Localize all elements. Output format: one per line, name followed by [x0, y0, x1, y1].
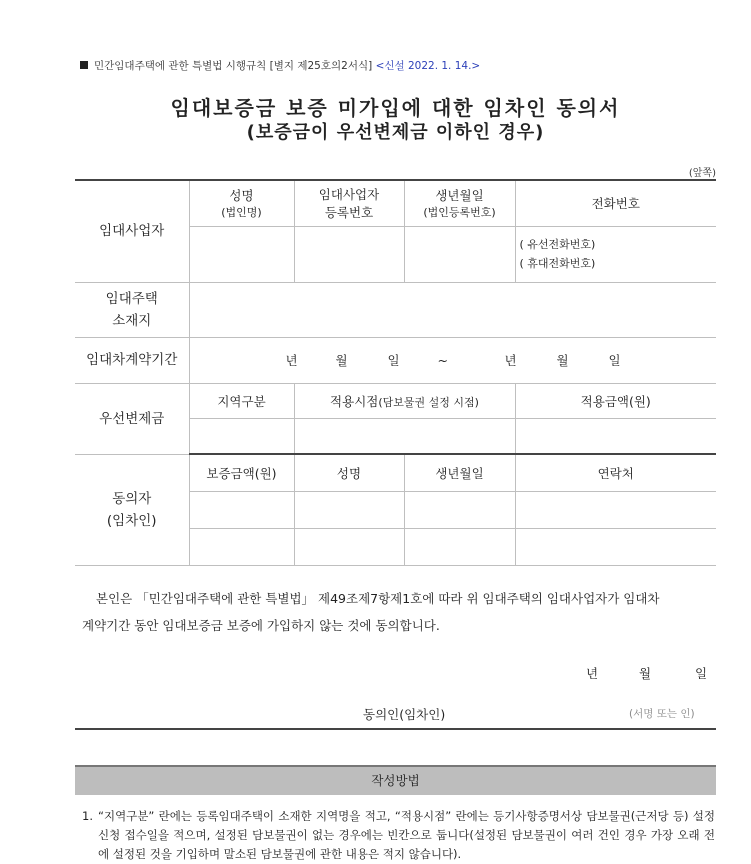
deposit-field-2[interactable] [189, 528, 294, 565]
deposit-field-1[interactable] [189, 491, 294, 528]
lease-period-field[interactable] [189, 337, 716, 383]
lessor-birth-header-sub: (법인등록번호) [423, 206, 496, 220]
consenter-birth-field-2[interactable] [404, 528, 515, 565]
lessor-phone-header: 전화번호 [515, 180, 716, 226]
consent-form-table [75, 179, 716, 566]
consenter-name-field-2[interactable] [294, 528, 404, 565]
apply-time-header-text: 적용시점 [330, 393, 379, 409]
start-day-label: 일 [387, 353, 400, 368]
instruction-number: 1. [82, 809, 93, 823]
lessor-section-label: 임대사업자 [75, 180, 189, 282]
consent-day: 일 [695, 666, 708, 681]
square-bullet-icon [80, 61, 88, 69]
consent-line-2: 계약기간 동안 임대보증금 보증에 가입하지 않는 것에 동의합니다. [82, 618, 440, 633]
consenter-birth-header: 생년월일 [404, 454, 515, 491]
housing-label-1: 임대주택 [105, 290, 158, 307]
region-header: 지역구분 [189, 383, 294, 418]
instruction-item-1 [82, 807, 715, 864]
instructions-title: 작성방법 [75, 765, 716, 795]
consenter-contact-field-2[interactable] [515, 528, 716, 565]
consenter-contact-header: 연락처 [515, 454, 716, 491]
signer-label: 동의인(임차인) [363, 707, 446, 722]
lessor-name-header-sub: (법인명) [221, 206, 262, 220]
end-month-label: 월 [556, 353, 569, 368]
lessor-birth-header-text: 생년월일 [435, 188, 484, 204]
consenter-label-sub: (임차인) [106, 512, 157, 529]
start-month-label: 월 [335, 353, 348, 368]
end-year-label: 년 [504, 353, 517, 368]
lessor-name-header-text: 성명 [229, 188, 254, 204]
housing-label-2: 소재지 [112, 312, 152, 329]
lessor-birth-header [404, 180, 515, 226]
consent-year: 년 [586, 666, 599, 681]
period-tilde: ~ [437, 353, 448, 368]
consent-date [586, 664, 707, 682]
consenter-name-header: 성명 [294, 454, 404, 491]
priority-repayment-label: 우선변제금 [75, 383, 189, 454]
lessor-reg-field[interactable] [294, 226, 404, 282]
section-divider [75, 728, 716, 730]
lessor-reg-header-text-2: 등록번호 [324, 205, 374, 221]
lessor-phone-field[interactable] [515, 226, 716, 282]
deposit-header: 보증금액(원) [189, 454, 294, 491]
housing-address-label [75, 282, 189, 337]
region-field[interactable] [189, 418, 294, 454]
document-subtitle: (보증금이 우선변제금 이하인 경우) [246, 122, 545, 143]
consenter-label [75, 454, 189, 565]
apply-amount-header: 적용금액(원) [515, 383, 716, 418]
lessor-reg-header [294, 180, 404, 226]
lessor-name-field[interactable] [189, 226, 294, 282]
lessor-birth-field[interactable] [404, 226, 515, 282]
consenter-name-field-1[interactable] [294, 491, 404, 528]
apply-amount-field[interactable] [515, 418, 716, 454]
law-reference: 민간임대주택에 관한 특별법 시행규칙 [별지 제25호의2서식] [94, 60, 373, 72]
consenter-birth-field-1[interactable] [404, 491, 515, 528]
form-reference [80, 58, 480, 73]
signature-field[interactable]: (서명 또는 인) [629, 708, 695, 720]
apply-time-field[interactable] [294, 418, 515, 454]
apply-time-header-sub: (담보물권 설정 시점) [378, 395, 479, 409]
start-year-label: 년 [285, 353, 298, 368]
lessor-reg-header-text: 임대사업자 [318, 187, 380, 203]
consenter-label-text: 동의자 [112, 490, 152, 507]
mobile-phone-label: ( 휴대전화번호) [519, 256, 596, 270]
page-side-label: (앞쪽) [688, 168, 716, 179]
lease-period-label: 임대차계약기간 [75, 337, 189, 383]
instruction-text: “지역구분” 란에는 등록임대주택이 소재한 지역명을 적고, “적용시점” 란에는 등기사항증명서상 담보물권(근저당 등) 설정 신청 접수일을 적으며, 설정된 담보물권이 없는 경우에는 빈칸으로 둡니다(설정된 담보물권이 여러 건인 경우 가장 오래 전에 설정된 것을 기입하며 말소된 담보물권에 관한 내용은 적지 않습니다). [98, 809, 715, 861]
lessor-name-header [189, 180, 294, 226]
consent-line-1: 본인은 「민간임대주택에 관한 특별법」 제49조제7항제1호에 따라 위 임대주택의 임대사업자가 임대차 [96, 591, 660, 606]
apply-time-header [294, 383, 515, 418]
landline-phone-label: ( 유선전화번호) [519, 237, 596, 251]
housing-address-field[interactable] [189, 282, 716, 337]
consent-month: 월 [639, 666, 652, 681]
document-title: 임대보증금 보증 미가입에 대한 임차인 동의서 [170, 96, 621, 120]
consent-statement [82, 585, 712, 639]
end-day-label: 일 [608, 353, 621, 368]
amendment-date: <신설 2022. 1. 14.> [375, 60, 481, 72]
consenter-contact-field-1[interactable] [515, 491, 716, 528]
